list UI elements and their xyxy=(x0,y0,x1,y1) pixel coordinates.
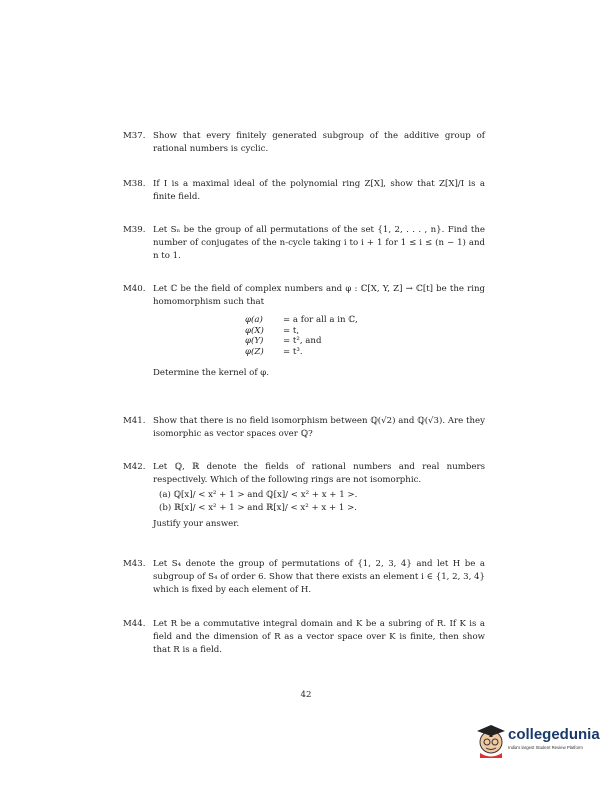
equation-rhs: = t³. xyxy=(283,346,303,357)
problem-text: Let ℂ be the field of complex numbers and φ : ℂ[X, Y, Z] → ℂ[t] be the ring homomorphism such that xyxy=(153,284,485,307)
problem-number: M40. xyxy=(123,284,146,294)
collegedunia-logo xyxy=(470,716,600,776)
problem-text: Let S₄ denote the group of permutations of {1, 2, 3, 4} and let H be a subgroup of S₄ of order 6. Show that there exists an element i ∈ {1, 2, 3, 4} which is fixed by each element of H. xyxy=(153,559,485,595)
problem-m40 xyxy=(123,283,485,380)
sub-item: (b) ℝ[x]/ < x² + 1 > and ℝ[x]/ < x² + x + 1 >. xyxy=(159,503,358,513)
equation-rhs: = t², and xyxy=(283,336,322,346)
equation-lhs: φ(a) xyxy=(245,315,263,325)
problem-followup: Determine the kernel of φ. xyxy=(153,368,270,378)
problem-m41 xyxy=(123,415,485,441)
problem-m38 xyxy=(123,178,485,204)
problem-m39 xyxy=(123,224,485,263)
problem-number: M41. xyxy=(123,416,146,426)
sub-item: (a) ℚ[x]/ < x² + 1 > and ℚ[x]/ < x² + x + 1 >. xyxy=(159,490,358,500)
logo-tagline: India's largest Student Review Platform xyxy=(508,745,583,750)
problem-text: Show that there is no field isomorphism between ℚ(√2) and ℚ(√3). Are they isomorphic as vector spaces over ℚ? xyxy=(153,416,485,439)
equation-lhs: φ(X) xyxy=(245,325,264,336)
problem-text: Let ℚ, ℝ denote the fields of rational numbers and real numbers respectively. Which of the following rings are not isomorphic. xyxy=(153,462,485,485)
problem-followup: Justify your answer. xyxy=(153,519,240,529)
problem-number: M37. xyxy=(123,131,146,141)
equation-block xyxy=(245,315,485,357)
problem-text: Show that every finitely generated subgroup of the additive group of rational numbers is cyclic. xyxy=(153,131,485,154)
problem-m42 xyxy=(123,461,485,531)
logo-name: collegedunia xyxy=(508,726,600,743)
graduate-mascot-icon xyxy=(474,720,508,760)
problem-text: Let R be a commutative integral domain and K be a subring of R. If K is a field and the dimension of R as a vector space over K is finite, then show that R is a field. xyxy=(153,619,485,655)
problem-text: Let Sₙ be the group of all permutations of the set {1, 2, . . . , n}. Find the number of conjugates of the n-cycle taking i to i + 1 for 1 ≤ i ≤ (n − 1) and n to 1. xyxy=(153,225,485,261)
sub-item-list xyxy=(159,489,485,515)
problem-number: M42. xyxy=(123,462,146,472)
problem-text: If I is a maximal ideal of the polynomial ring Z[X], show that Z[X]/I is a finite field. xyxy=(153,179,485,202)
problem-m43 xyxy=(123,558,485,597)
page-number: 42 xyxy=(300,690,312,700)
problem-number: M38. xyxy=(123,179,146,189)
problem-m37 xyxy=(123,130,485,156)
problem-number: M43. xyxy=(123,559,146,569)
problem-number: M39. xyxy=(123,225,146,235)
equation-lhs: φ(Z) xyxy=(245,346,264,357)
equation-lhs: φ(Y) xyxy=(245,336,264,346)
problem-m44 xyxy=(123,618,485,657)
equation-rhs: = a for all a in ℂ, xyxy=(283,315,358,325)
problem-number: M44. xyxy=(123,619,146,629)
equation-rhs: = t, xyxy=(283,325,300,336)
